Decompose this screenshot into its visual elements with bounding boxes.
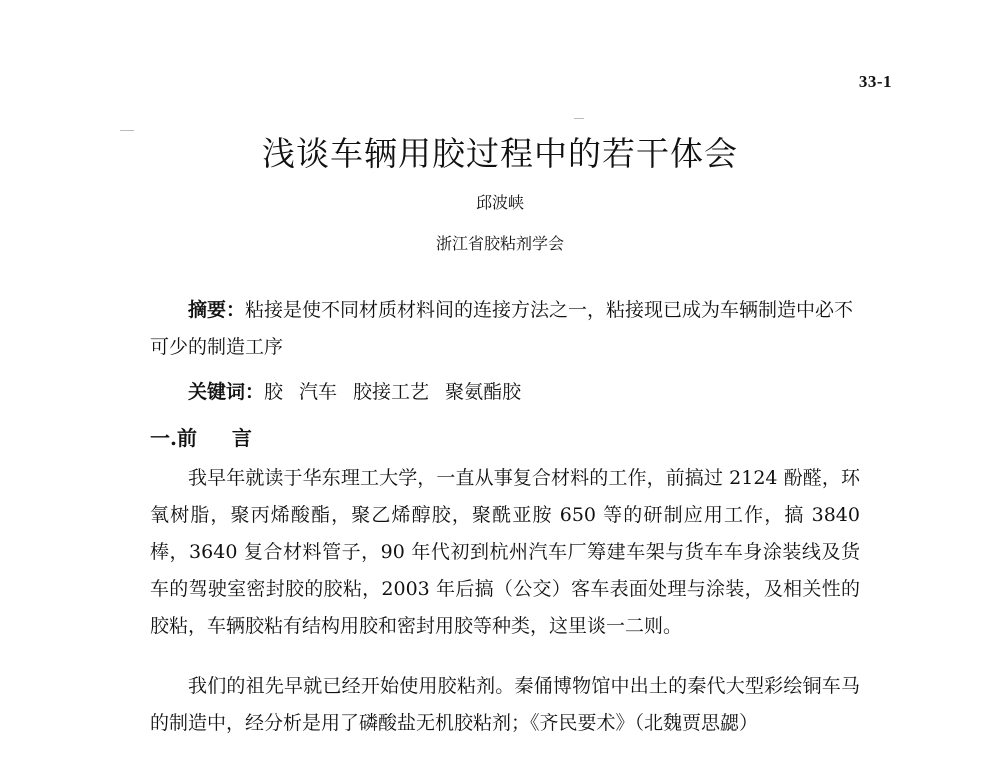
keyword: 胶接工艺 (353, 381, 430, 403)
abstract-label: 摘要： (188, 299, 246, 321)
keyword: 汽车 (299, 381, 338, 403)
keyword: 胶 (264, 381, 284, 403)
paragraph: 我们的祖先早就已经开始使用胶粘剂。秦俑博物馆中出土的秦代大型彩绘铜车马的制造中，经分析是用了磷酸盐无机胶粘剂；《齐民要术》（北魏贾思勰） (150, 675, 860, 734)
page-number: 33-1 (858, 72, 892, 91)
paper-author: 邱波峡 (475, 193, 524, 212)
section-title: 前 言 (176, 426, 266, 450)
keyword: 聚氨酯胶 (445, 381, 522, 403)
keywords (150, 374, 898, 411)
abstract-text: 粘接是使不同材质材料间的连接方法之一，粘接现已成为车辆制造中必不可少的制造工序 (150, 299, 854, 358)
keywords-label: 关键词： (188, 381, 265, 403)
paper-affiliation: 浙江省胶粘剂学会 (435, 234, 564, 253)
paper-title: 浅谈车辆用胶过程中的若干体会 (262, 134, 738, 173)
paragraph: 我早年就读于华东理工大学，一直从事复合材料的工作，前搞过 2124 酚醛，环氧树脂，聚丙烯酸酯，聚乙烯醇胶，聚酰亚胺 650 等的研制应用工作，搞 3840 棒，3640 复合材料管子，90 年代初到杭州汽车厂筹建车架与货车车身涂装线及货车的驾驶室密封胶的胶粘，2003 年后搞（公交）客车表面处理与涂装，及相关性的胶粘，车辆胶粘有结构用胶和密封用胶等种类，这里谈一二则。 (150, 467, 860, 637)
abstract (150, 292, 860, 366)
section-heading (150, 420, 266, 457)
scan-artifact (574, 118, 584, 119)
section-number: 一. (150, 426, 177, 450)
